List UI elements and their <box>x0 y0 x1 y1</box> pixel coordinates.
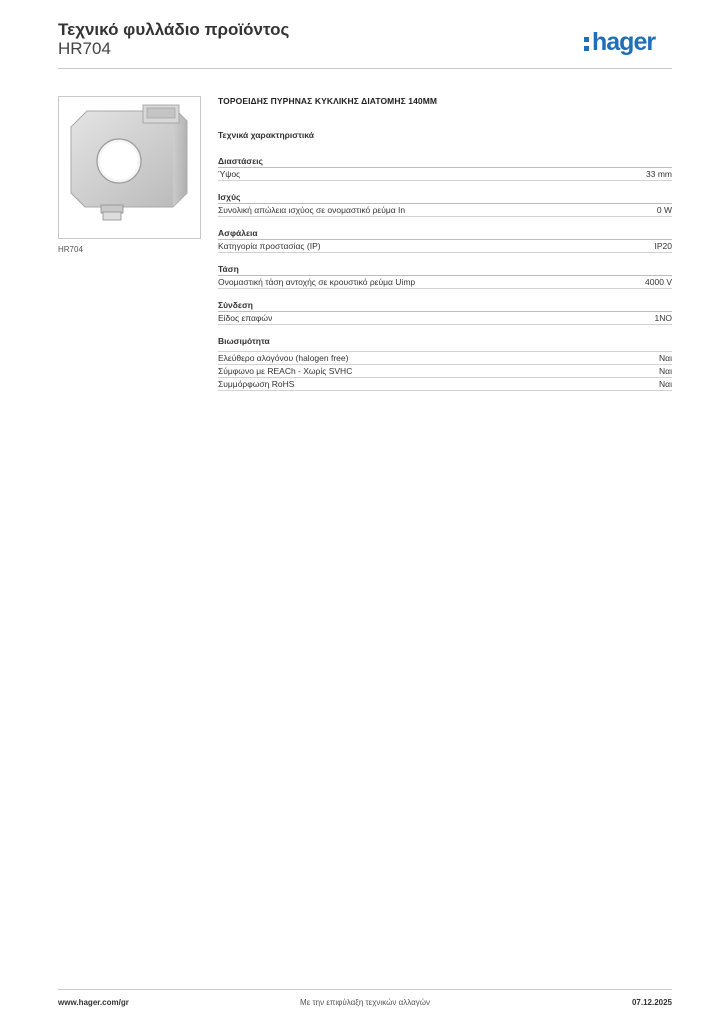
spec-group-title: Ασφάλεια <box>218 227 672 240</box>
spec-value: Ναι <box>659 379 672 389</box>
toroidal-core-icon <box>59 97 200 238</box>
spec-label: Ύψος <box>218 169 241 179</box>
footer-notice: Με την επιφύλαξη τεχνικών αλλαγών <box>300 998 430 1007</box>
document-title: Τεχνικό φυλλάδιο προϊόντος <box>58 20 290 39</box>
spec-group-title: Ισχύς <box>218 191 672 204</box>
footer-date: 07.12.2025 <box>631 998 672 1007</box>
spec-label: Είδος επαφών <box>218 313 273 323</box>
spec-group-sustainability <box>218 335 672 391</box>
specs-heading: Τεχνικά χαρακτηριστικά <box>218 130 314 140</box>
footer-divider <box>58 989 672 990</box>
spec-value: 0 W <box>656 205 672 215</box>
product-name: ΤΟΡΟΕΙΔΗΣ ΠΥΡΗΝΑΣ ΚΥΚΛΙΚΗΣ ΔΙΑΤΟΜΗΣ 140MM <box>218 96 438 106</box>
spec-group-voltage <box>218 263 672 289</box>
spec-group-title: Σύνδεση <box>218 299 672 312</box>
spec-row <box>218 351 672 365</box>
spec-label: Ονομαστική τάση αντοχής σε κρουστικό ρεύμα Uimp <box>218 277 416 287</box>
spec-group-connection <box>218 299 672 325</box>
spec-value: Ναι <box>659 366 672 376</box>
spec-row <box>218 240 672 253</box>
spec-row <box>218 168 672 181</box>
website-link[interactable]: www.hager.com/gr <box>58 998 129 1007</box>
spec-group-title: Βιωσιμότητα <box>218 336 270 346</box>
spec-value: Ναι <box>659 353 672 363</box>
spec-value: 4000 V <box>645 277 672 287</box>
spec-row <box>218 365 672 378</box>
spec-label: Συμμόρφωση RoHS <box>218 379 295 389</box>
spec-row <box>218 312 672 325</box>
spec-group-dimensions <box>218 155 672 181</box>
spec-label: Σύμφωνο με REACh - Χωρίς SVHC <box>218 366 353 376</box>
spec-group-power <box>218 191 672 217</box>
image-caption: HR704 <box>58 245 83 254</box>
spec-value: 33 mm <box>646 169 672 179</box>
spec-label: Συνολική απώλεια ισχύος σε ονομαστικό ρεύμα In <box>218 205 406 215</box>
product-code: HR704 <box>58 39 111 58</box>
hager-logo <box>582 28 672 56</box>
logo-wordmark: hager <box>592 28 656 56</box>
header-divider <box>58 68 672 69</box>
logo-dots-icon <box>584 37 589 55</box>
product-image <box>58 96 201 239</box>
spec-value: IP20 <box>654 241 672 251</box>
spec-row <box>218 204 672 217</box>
spec-label: Κατηγορία προστασίας (IP) <box>218 241 321 251</box>
page-footer <box>58 998 672 1010</box>
spec-value: 1NO <box>654 313 672 323</box>
spec-group-safety <box>218 227 672 253</box>
spec-row <box>218 378 672 391</box>
spec-label: Ελεύθερο αλογόνου (halogen free) <box>218 353 349 363</box>
spec-group-title: Τάση <box>218 263 672 276</box>
spec-group-title: Διαστάσεις <box>218 155 672 168</box>
spec-row <box>218 276 672 289</box>
product-details <box>218 96 672 401</box>
page-header <box>58 20 672 70</box>
